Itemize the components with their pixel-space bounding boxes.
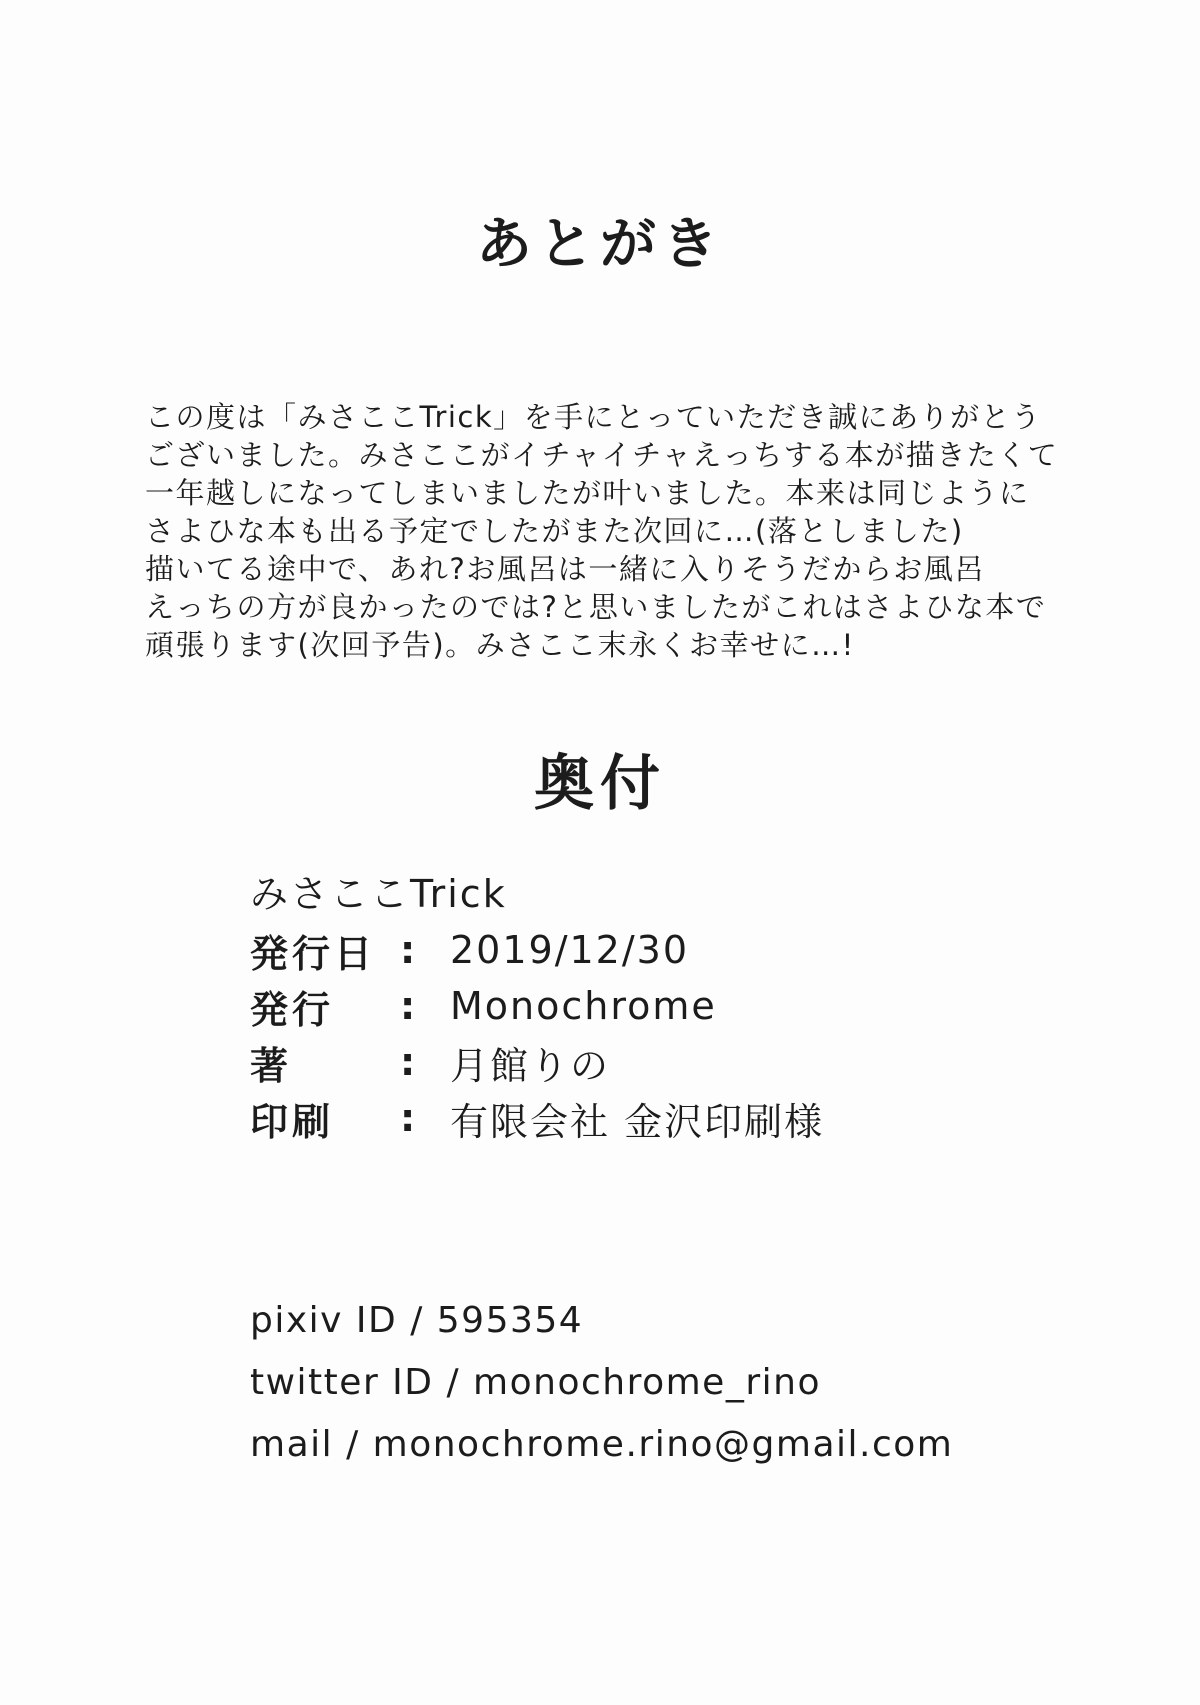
colophon-value: 月館りの	[450, 1043, 611, 1088]
colophon-row-publisher	[250, 978, 1010, 1034]
afterword-line: 頑張ります(次回予告)。みさここ末永くお幸せに…!	[145, 628, 855, 662]
afterword-line: ございました。みさここがイチャイチャえっちする本が描きたくて	[145, 438, 1059, 472]
colophon-value: 有限会社 金沢印刷様	[450, 1099, 825, 1144]
colophon-key: 印刷	[250, 1099, 335, 1144]
colophon-colon: :	[400, 984, 416, 1028]
afterword-line: えっちの方が良かったのでは?と思いましたがこれはさよひな本で	[145, 590, 1047, 624]
afterword-title: あとがき	[476, 212, 724, 277]
colophon-key: 発行	[250, 987, 335, 1032]
colophon-title: 奥付	[534, 749, 666, 819]
afterword-body	[145, 398, 1065, 664]
contact-mail: mail / monochrome.rino@gmail.com	[250, 1424, 954, 1465]
colophon-row-publish-date	[250, 922, 1010, 978]
book-title: みさここTrick	[250, 872, 507, 916]
colophon-row-author	[250, 1034, 1010, 1090]
colophon-block	[250, 866, 1010, 1146]
colophon-key: 発行日	[250, 931, 377, 976]
colophon-colon: :	[400, 1096, 416, 1140]
colophon-value: 2019/12/30	[450, 928, 690, 972]
colophon-colon: :	[400, 928, 416, 972]
colophon-colon: :	[400, 1040, 416, 1084]
contact-twitter: twitter ID / monochrome_rino	[250, 1362, 821, 1403]
afterword-line: この度は「みさここTrick」を手にとっていただき誠にありがとう	[145, 400, 1042, 434]
contact-pixiv: pixiv ID / 595354	[250, 1300, 584, 1341]
afterword-line: 一年越しになってしまいましたが叶いました。本来は同じように	[145, 476, 1030, 510]
afterword-line: さよひな本も出る予定でしたがまた次回に…(落としました)	[145, 514, 964, 548]
colophon-key: 著	[250, 1043, 293, 1088]
colophon-row-printer	[250, 1090, 1010, 1146]
colophon-value: Monochrome	[450, 984, 717, 1028]
contact-list	[250, 1290, 1010, 1476]
afterword-line: 描いてる途中で、あれ?お風呂は一緒に入りそうだからお風呂	[145, 552, 985, 586]
